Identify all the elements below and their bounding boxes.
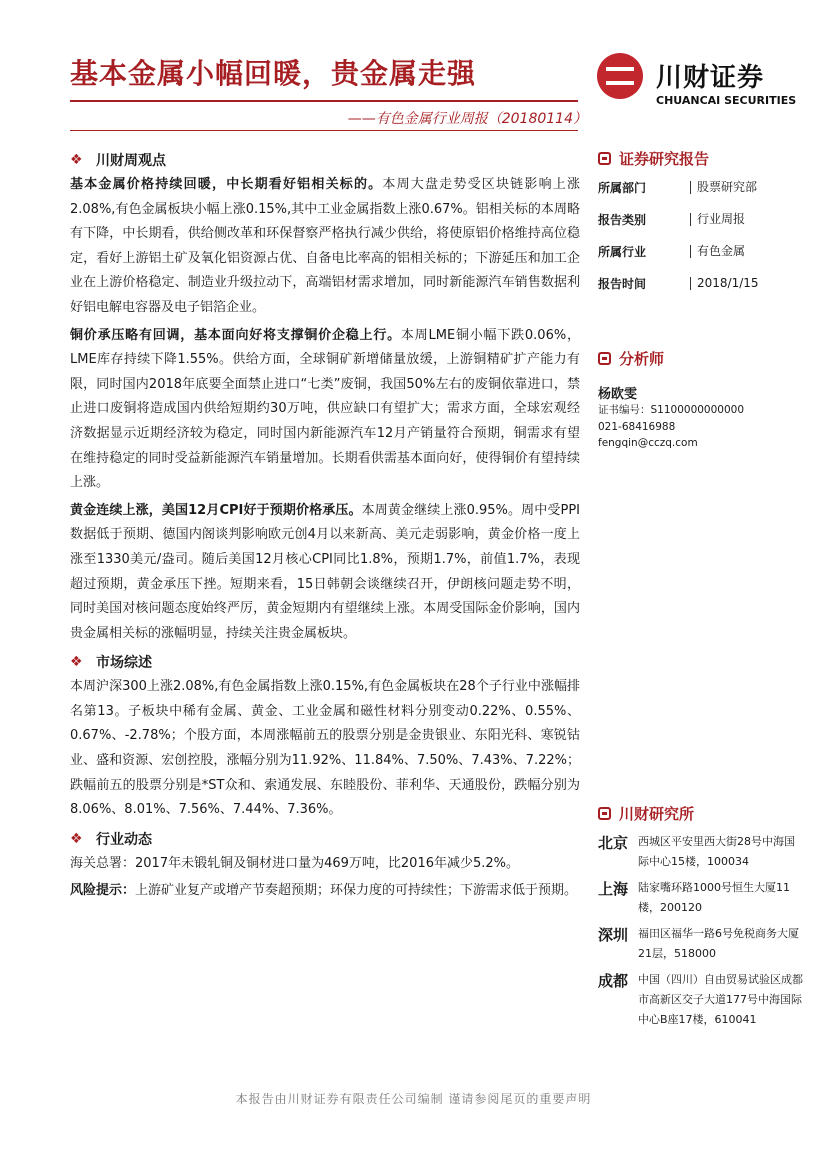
paragraph-lead: 铜价承压略有回调，基本面向好将支撑铜价企稳上行。: [70, 327, 401, 343]
info-row: [598, 203, 798, 235]
diamond-bullet-icon: ❖: [70, 654, 83, 671]
info-row: [598, 171, 798, 203]
section-title: 市场综述: [96, 655, 152, 672]
office-address: 福田区福华一路6号免税商务大厦21层，518000: [638, 927, 799, 960]
info-row: [598, 235, 798, 267]
paragraph-lead: 黄金连续上涨，美国12月CPI好于预期价格承压。: [70, 502, 362, 518]
diamond-bullet-icon: ❖: [70, 830, 83, 847]
diamond-bullet-icon: ❖: [70, 152, 83, 168]
info-value: 有色金属: [690, 245, 745, 258]
paragraph: [70, 173, 580, 321]
office-row: [598, 924, 808, 964]
paragraph-lead: 基本金属价格持续回暖，中长期看好铝相关标的。: [70, 177, 383, 192]
report-square-icon: [598, 152, 611, 165]
office-row: [598, 832, 808, 872]
info-key: 报告类别: [598, 212, 647, 227]
paragraph-body: 上游矿业复产或增产节奏超预期；环保力度的可持续性；下游需求低于预期。: [135, 883, 578, 899]
analyst-phone: 021-68416988: [598, 420, 676, 433]
section-title: 川财周观点: [96, 153, 166, 169]
info-value: 股票研究部: [690, 181, 757, 194]
report-subtitle: ——有色金属行业周报（20180114）: [347, 111, 587, 127]
sidebar-heading: 证券研究报告: [619, 149, 710, 168]
office-row: [598, 970, 808, 1030]
paragraph-body: 本周黄金继续上涨0.95%。周中受PPI数据低于预期、德国内阁谈判影响欧元创4月以来新高、美元走弱影响，黄金价格一度上涨至1330美元/盎司。随后美国12月核心CPI同比1.8%，预期1.7%，前值1.7%，表现超过预期，黄金承压下挫。短期来看，15日韩朝会谈继续召开，伊朗核问题走势不明，同时美国对核问题态度始终严厉，黄金短期内有望继续上涨。本周受国际金价影响，国内贵金属相关标的涨幅明显，持续关注贵金属板块。: [70, 502, 581, 641]
office-address: 西城区平安里西大街28号中海国际中心15楼，100034: [638, 835, 795, 868]
analyst-cert: 证书编号：S1100000000000: [598, 404, 745, 416]
section-title: 行业动态: [96, 831, 152, 848]
institute-square-icon: [598, 807, 611, 820]
info-row: [598, 267, 798, 299]
paragraph-body: 本周沪深300上涨2.08%,有色金属指数上涨0.15%,有色金属板块在28个子行业中涨幅排名第13。子板块中稀有金属、黄金、工业金属和磁性材料分别变动0.22%、0.55%、0.67%、-2.78%；个股方面，本周涨幅前五的股票分别是金贵银业、东阳光科、寒锐钴业、盛和资源、宏创控股，涨幅分别为11.92%、11.84%、7.50%、7.43%、7.22%；跌幅前五的股票分别是*ST众和、索通发展、东睦股份、菲利华、天通股份，跌幅分别为8.06%、8.01%、7.56%、7.44%、7.36%。: [70, 679, 580, 818]
analyst-email[interactable]: fengqin@cczq.com: [598, 437, 698, 449]
info-key: 所属行业: [598, 244, 647, 259]
paragraph-body: 海关总署：2017年未锻轧铜及铜材进口量为469万吨，比2016年减少5.2%。: [70, 855, 520, 871]
section-header: [70, 826, 580, 852]
info-value: 2018/1/15: [690, 277, 759, 290]
info-key: 所属部门: [598, 180, 647, 195]
section-header: [70, 649, 580, 675]
office-row: [598, 878, 808, 918]
info-key: 报告时间: [598, 276, 647, 291]
institute-block: [598, 800, 808, 1030]
sidebar-heading: 分析师: [619, 349, 665, 368]
info-value: 行业周报: [690, 213, 745, 226]
paragraph: [70, 675, 580, 823]
sidebar-heading: 川财研究所: [619, 804, 695, 823]
sidebar-header: [598, 145, 798, 171]
analyst-name: 杨欧雯: [598, 387, 638, 402]
sidebar-header: [598, 345, 798, 371]
brand-name-en: CHUANCAI SECURITIES: [656, 94, 797, 107]
office-city: 上海: [598, 880, 629, 898]
brand-name-cn: 川财证券: [656, 63, 765, 93]
office-address: 中国（四川）自由贸易试验区成都市高新区交子大道177号中海国际中心B座17楼，610041: [638, 973, 803, 1026]
office-address: 陆家嘴环路1000号恒生大厦11楼，200120: [638, 881, 790, 914]
sidebar: [598, 145, 798, 452]
paragraph: [70, 852, 580, 877]
title-divider: [70, 100, 578, 102]
paragraph-lead: 风险提示：: [70, 883, 136, 899]
paragraph-body: 本周LME铜小幅下跌0.06%，LME库存持续下降1.55%。供给方面，全球铜矿新增储量放缓，上游铜精矿扩产能力有限，同时国内2018年底要全面禁止进口“七类”废铜，我国50%左右的废铜依靠进口，禁止进口废铜将造成国内供给短期约30万吨，供应缺口有望扩大；需求方面，全球宏观经济数据显示近期经济较为稳定，同时国内新能源汽车12月产销量符合预期，铜需求有望在维持稳定的同时受益新能源汽车销量增加。长期看供需基本面向好，使得铜价有望持续上涨。: [70, 327, 580, 491]
office-city: 北京: [598, 834, 629, 852]
report-title: 基本金属小幅回暖，贵金属走强: [70, 57, 477, 90]
subtitle-divider: [70, 130, 578, 131]
analyst-square-icon: [598, 352, 611, 365]
paragraph-body: 本周大盘走势受区块链影响上涨2.08%,有色金属板块小幅上涨0.15%,其中工业金属指数上涨0.67%。铝相关标的本周略有下降，中长期看，供给侧改革和环保督察严格执行减少供给，将使原铝价格维持高位稳定，看好上游铝土矿及氧化铝资源占优、自备电比率高的铝相关标的；下游延压和加工企业在上游价格稳定、制造业升级拉动下，高端铝材需求增加，同时新能源汽车销售数据利好铝电解电容器及电子铝箔企业。: [70, 177, 580, 315]
main-content: [70, 145, 580, 907]
paragraph: [70, 499, 580, 647]
page-footer: 本报告由川财证券有限责任公司编制 谨请参阅尾页的重要声明: [235, 1092, 592, 1106]
chuancai-logo-icon: [597, 53, 643, 99]
office-city: 深圳: [598, 926, 629, 944]
office-city: 成都: [598, 972, 629, 990]
paragraph: [70, 324, 580, 496]
paragraph: [70, 879, 580, 904]
sidebar-header: [598, 800, 808, 826]
section-header: [70, 147, 580, 173]
